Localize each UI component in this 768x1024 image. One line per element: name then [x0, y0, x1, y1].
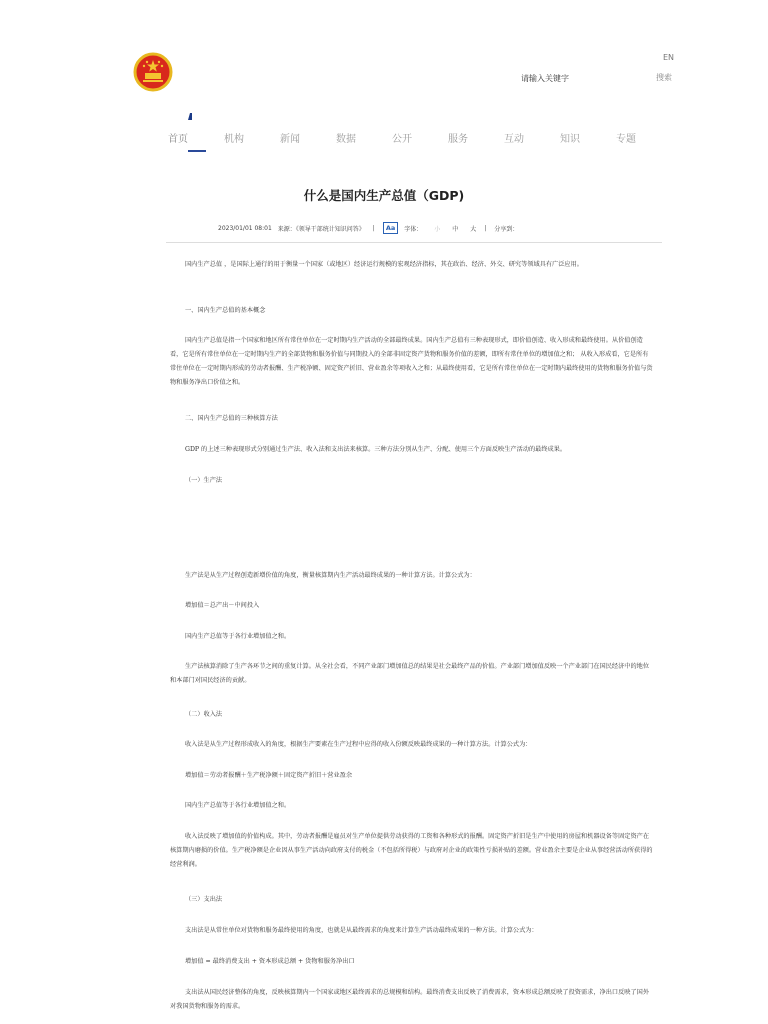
font-large-button[interactable]: 大: [470, 225, 477, 233]
article-paragraph: 支出法从国民经济整体的角度，反映核算期内一个国家或地区最终需求的总规模和结构。最终消费支出反映了消费需求，资本形成总额反映了投资需求，净出口反映了国外对我国货物和服务的需求。: [170, 989, 650, 1010]
font-small-button[interactable]: 小: [434, 225, 441, 233]
subsection-heading: （一）生产法: [185, 477, 223, 484]
formula-text: 增加值＝劳动者报酬＋生产税净额＋固定资产折旧＋营业盈余: [185, 772, 353, 779]
nav-item-services[interactable]: 服务: [448, 134, 468, 145]
article-paragraph: 国内生产总值是指一个国家和地区所有常住单位在一定时期内生产活动的全部最终成果。国内生产总值有三种表现形式，即价值创造、收入形成和最终使用。从价值创造看，它是所有常住单位在一定时期内生产的全部货物和服务价值与同期投入的全部非固定资产货物和服务价值的差额，即所有常住单位的增加值之和； 从收入形成看，它是所有常住单位在一定时期内形成的劳动者报酬、生产税净额、固定资产折旧、营业盈余等项收入之和；从最终使用看，它是所有常住单位在一定时期内最终使用的货物和服务价值与货物和服务净出口价值之和。: [170, 337, 653, 386]
article-title: 什么是国内生产总值（GDP): [303, 188, 465, 203]
nav-item-interaction[interactable]: 互动: [504, 134, 524, 145]
nav-item-topics[interactable]: 专题: [616, 134, 636, 145]
article-paragraph: 收入法反映了增加值的价值构成。其中，劳动者报酬是雇员对生产单位提供劳动获得的工资和各种形式的报酬。固定资产折旧是生产中使用的房屋和机器设备等固定资产在核算期内磨损的价值。生产税净额是企业因从事生产活动向政府支付的税金（不包括所得税）与政府对企业的政策性亏损补贴的差额。营业盈余主要是企业从事经营活动所获得的经营利润。: [170, 833, 653, 868]
font-size-toggle-button[interactable]: Aa: [383, 222, 398, 234]
font-medium-button[interactable]: 中: [452, 225, 459, 233]
section-heading: 二、国内生产总值的三种核算方法: [185, 415, 278, 422]
nav-item-home[interactable]: 首页: [168, 130, 224, 145]
article-paragraph: GDP 的上述三种表现形式分别通过生产法、收入法和支出法来核算。三种方法分别从生产、分配、使用三个方面反映生产活动的最终成果。: [185, 446, 567, 453]
article-paragraph: 生产法是从生产过程创造新增价值的角度，衡量核算期内生产活动最终成果的一种计算方法。计算公式为：: [185, 572, 476, 579]
main-nav: [168, 130, 672, 145]
nav-item-institutions[interactable]: 机构: [224, 134, 244, 145]
article-paragraph: 国内生产总值等于各行业增加值之和。: [185, 802, 291, 809]
nav-item-disclosure[interactable]: 公开: [392, 134, 412, 145]
nav-item-news[interactable]: 新闻: [280, 134, 300, 145]
formula-text: 增加值 = 最终消费支出 + 资本形成总额 + 货物和服务净出口: [185, 958, 355, 965]
article-paragraph: 国内生产总值 ，是国际上通行的用于衡量一个国家（或地区）经济运行规模的宏观经济指标，其在政治、经济、外交、研究等领域具有广泛应用。: [185, 261, 583, 268]
article-paragraph: 国内生产总值等于各行业增加值之和。: [185, 633, 291, 640]
nav-item-knowledge[interactable]: 知识: [560, 134, 580, 145]
title-divider: [166, 242, 662, 243]
article-meta: [218, 222, 518, 234]
language-switch-en[interactable]: EN: [663, 53, 675, 62]
meta-separator: |: [484, 224, 487, 232]
section-heading: 一、国内生产总值的基本概念: [185, 307, 266, 314]
subsection-heading: （三）支出法: [185, 896, 223, 903]
article-source: 来源：《领导干部统计知识问答》: [277, 225, 365, 233]
share-label: 分享到：: [494, 225, 519, 233]
national-emblem-icon: [133, 52, 173, 92]
article-paragraph: 生产法核算消除了生产各环节之间的重复计算。从全社会看，不同产业部门增加值总的结果是社会最终产品的价值。产业部门增加值反映一个产业部门在国民经济中的地位和本部门对国民经济的贡献。: [170, 663, 650, 684]
article-paragraph: 收入法是从生产过程形成收入的角度，根据生产要素在生产过程中应得的收入份额反映最终成果的一种计算方法。计算公式为：: [185, 741, 532, 748]
formula-text: 增加值＝总产出－中间投入: [185, 602, 260, 609]
font-label: 字体：: [404, 225, 423, 233]
nav-indicator-mark: [188, 113, 192, 120]
publish-date: 2023/01/01 08:01: [218, 224, 272, 232]
search-button[interactable]: 搜索: [656, 73, 672, 82]
meta-separator: |: [372, 224, 375, 232]
nav-item-data[interactable]: 数据: [336, 134, 356, 145]
subsection-heading: （二）收入法: [185, 711, 223, 718]
search-input[interactable]: [515, 71, 641, 85]
article-paragraph: 支出法是从常住单位对货物和服务最终使用的角度，也就是从最终需求的角度来计算生产活动最终成果的一种方法。计算公式为：: [185, 927, 538, 934]
